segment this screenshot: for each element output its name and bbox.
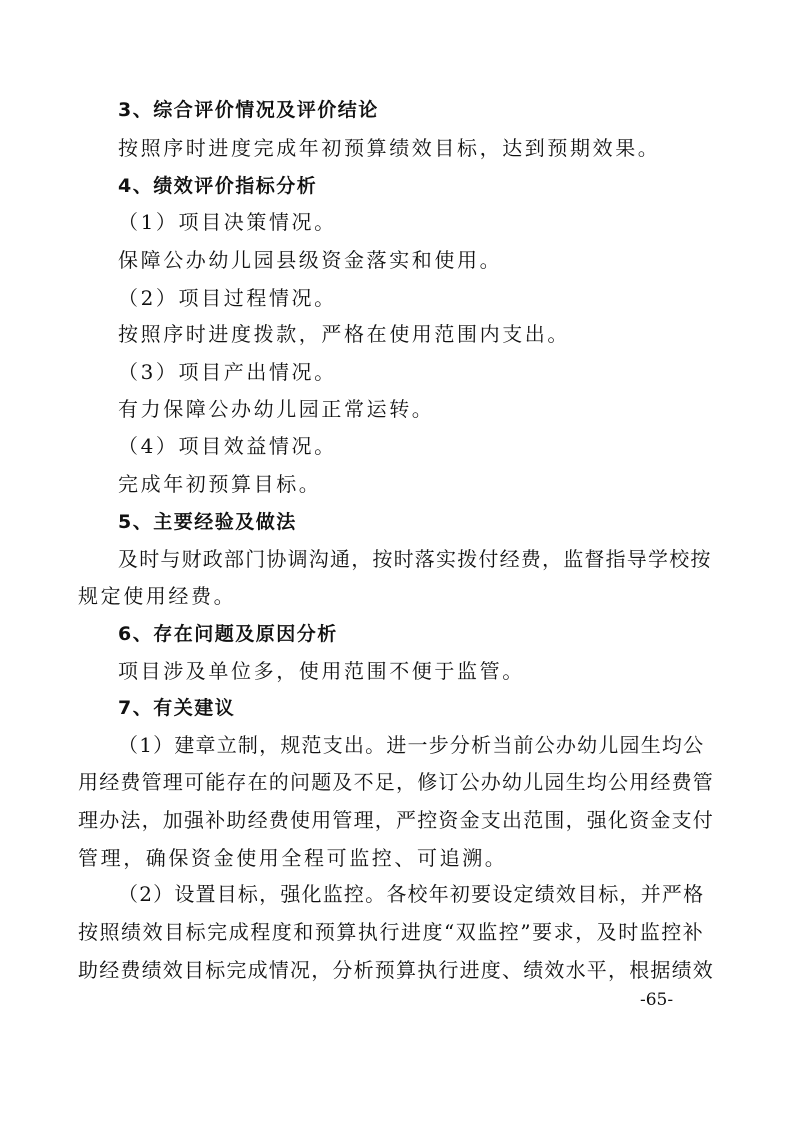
paragraph-line: 及时与财政部门协调沟通，按时落实拨付经费，监督指导学校按 [118, 547, 712, 571]
section-5-heading: 5、主要经验及做法 [118, 511, 297, 533]
section-4-heading: 4、绩效评价指标分析 [118, 175, 318, 197]
subsection-heading: （4）项目效益情况。 [118, 434, 337, 458]
paragraph-line: 保障公办幼儿园县级资金落实和使用。 [118, 248, 503, 272]
section-7-heading: 7、有关建议 [118, 697, 236, 719]
subsection-heading: （3）项目产出情况。 [118, 360, 337, 384]
paragraph-line: （2）设置目标，强化监控。各校年初要设定绩效目标，并严格 [118, 882, 705, 906]
subsection-heading: （1）项目决策情况。 [118, 210, 337, 234]
section-6-heading: 6、存在问题及原因分析 [118, 623, 338, 645]
paragraph-line: 规定使用经费。 [78, 584, 237, 608]
paragraph-line: 按照序时进度完成年初预算绩效目标，达到预期效果。 [118, 136, 661, 160]
paragraph-line: 完成年初预算目标。 [118, 472, 322, 496]
paragraph-line: 管理，确保资金使用全程可监控、可追溯。 [78, 846, 508, 870]
paragraph-line: 用经费管理可能存在的问题及不足，修订公办幼儿园生均公用经费管 [78, 770, 714, 794]
paragraph-line: 助经费绩效目标完成情况，分析预算执行进度、绩效水平，根据绩效 [78, 958, 714, 982]
paragraph-line: 理办法，加强补助经费使用管理，严控资金支出范围，强化资金支付 [78, 808, 714, 832]
paragraph-line: 项目涉及单位多，使用范围不便于监管。 [118, 659, 525, 683]
paragraph-line: 按照绩效目标完成程度和预算执行进度“双监控”要求，及时监控补 [78, 920, 704, 944]
paragraph-line: 按照序时进度拨款，严格在使用范围内支出。 [118, 322, 570, 346]
page-number: -65- [640, 990, 674, 1010]
subsection-heading: （2）项目过程情况。 [118, 286, 337, 310]
section-3-heading: 3、综合评价情况及评价结论 [118, 99, 379, 121]
paragraph-line: （1）建章立制，规范支出。进一步分析当前公办幼儿园生均公 [118, 733, 705, 757]
paragraph-line: 有力保障公办幼儿园正常运转。 [118, 397, 435, 421]
